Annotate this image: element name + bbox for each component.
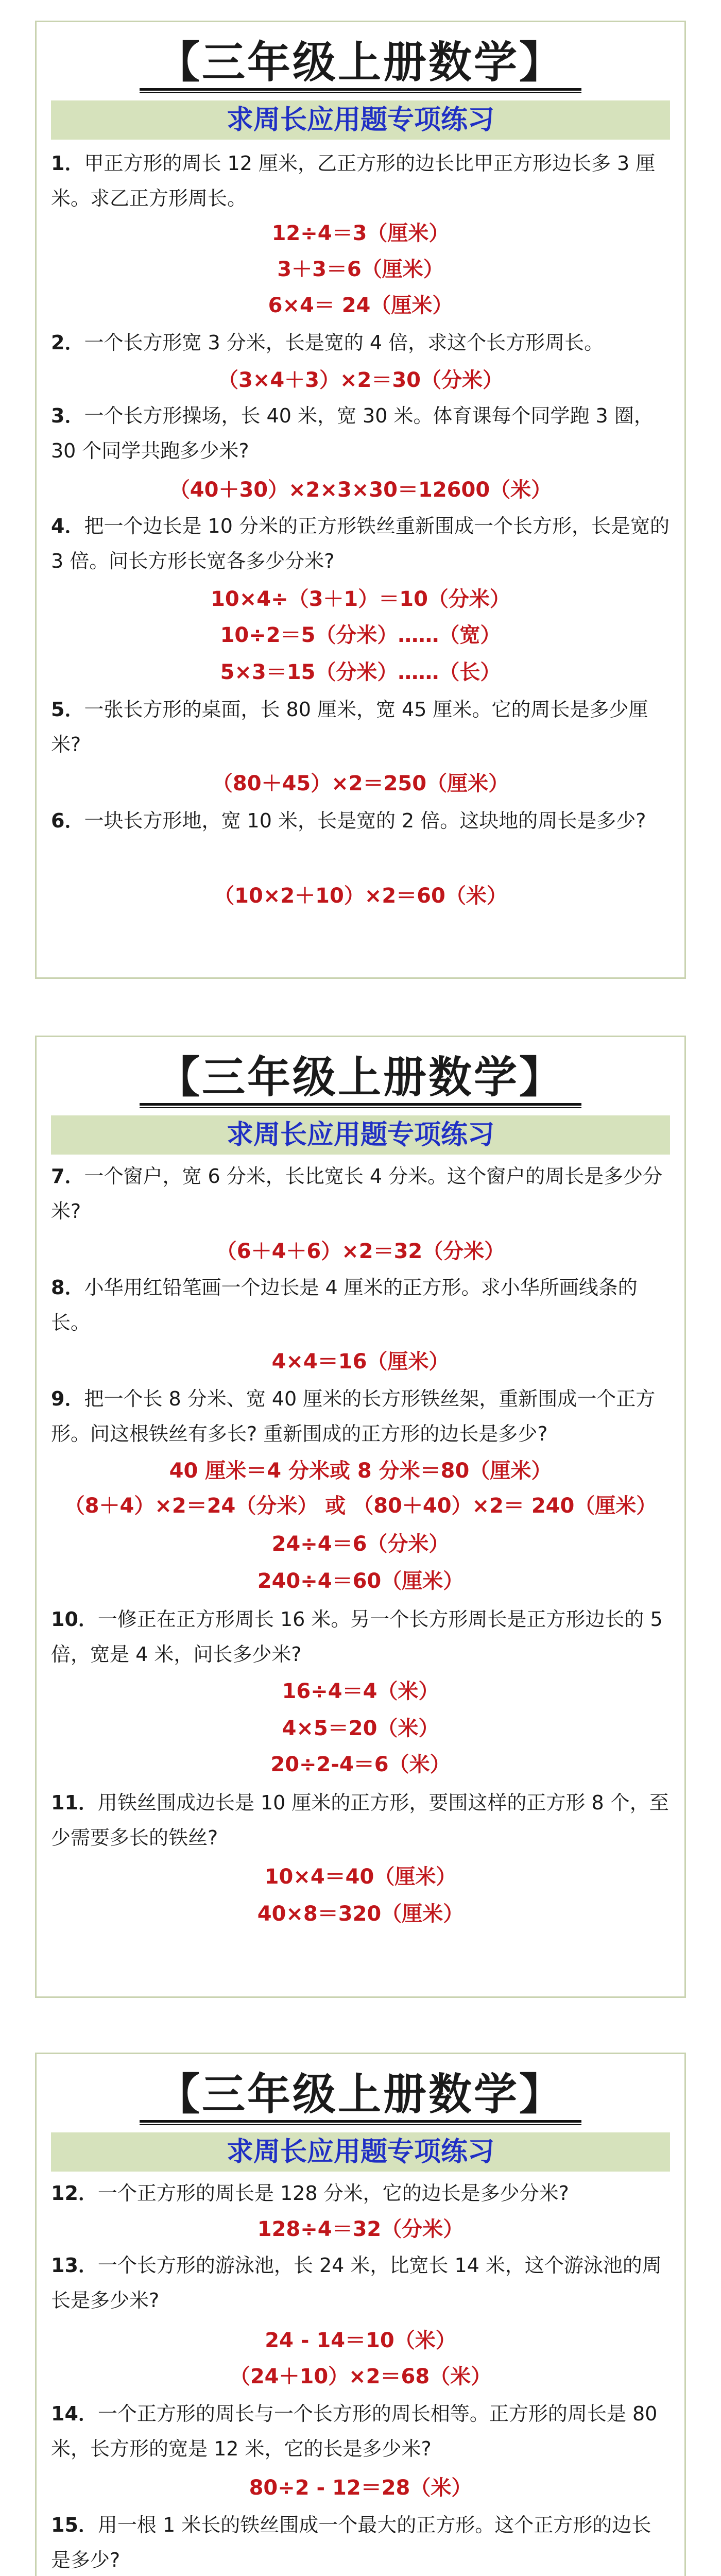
question-number: 15． — [51, 2514, 98, 2536]
question-text: 一个正方形的周长是 128 分米，它的边长是多少分米? — [97, 2182, 569, 2205]
question-number: 9． — [51, 1387, 84, 1410]
answer-line: 128÷4＝32（分米） — [257, 2217, 464, 2241]
title-underline-thin — [140, 2124, 581, 2125]
answer-line: 10÷2＝5（分米）……（宽） — [220, 623, 501, 647]
answer-line: 5×3＝15（分米）……（长） — [220, 660, 501, 684]
question-number: 7． — [51, 1165, 84, 1188]
question-3 — [51, 398, 670, 468]
page-subtitle: 求周长应用题专项练习 — [51, 2132, 670, 2172]
answer-line: （8＋4）×2＝24（分米） 或 （80＋40）×2＝ 240（厘米） — [64, 1494, 657, 1518]
question-text: 一修正在正方形周长 16 米。另一个长方形周长是正方形边长的 5 倍，宽是 4 米，问长多少米? — [51, 1608, 663, 1666]
question-number: 11． — [51, 1791, 98, 1814]
answer-line: 4×5＝20（米） — [282, 1717, 439, 1740]
title-underline-thin — [140, 1107, 581, 1108]
page-subtitle: 求周长应用题专项练习 — [51, 100, 670, 140]
question-text: 用铁丝围成边长是 10 厘米的正方形，要围这样的正方形 8 个，至少需要多长的铁丝? — [51, 1791, 669, 1849]
question-number: 12． — [51, 2182, 98, 2205]
question-8 — [51, 1270, 670, 1340]
answer-line: 240÷4＝60（厘米） — [257, 1569, 464, 1593]
question-number: 1． — [51, 152, 84, 175]
answer-line: 20÷2-4＝6（米） — [270, 1753, 451, 1776]
answer-line: 10×4÷（3＋1）＝10（分米） — [211, 587, 510, 611]
answer-line: 3＋3＝6（厘米） — [277, 258, 444, 281]
question-text: 一块长方形地，宽 10 米，长是宽的 2 倍。这块地的周长是多少? — [84, 809, 646, 832]
question-11 — [51, 1785, 670, 1855]
question-number: 2． — [51, 331, 84, 354]
question-2 — [51, 325, 670, 360]
question-13 — [51, 2248, 670, 2318]
question-number: 5． — [51, 698, 84, 721]
question-text: 小华用红铅笔画一个边长是 4 厘米的正方形。求小华所画线条的长。 — [51, 1276, 638, 1334]
answer-line: 4×4＝16（厘米） — [271, 1350, 450, 1374]
title-underline — [140, 88, 581, 91]
question-number: 14． — [51, 2402, 98, 2425]
page-title: 【三年级上册数学】 — [156, 37, 564, 88]
answer-line: 40×8＝320（厘米） — [257, 1902, 464, 1926]
answer-line: 24÷4＝6（分米） — [271, 1532, 450, 1556]
worksheet-page-2 — [35, 1036, 686, 1998]
answer-line: （3×4＋3）×2＝30（分米） — [217, 368, 504, 392]
question-number: 8． — [51, 1276, 84, 1299]
question-text: 一个窗户，宽 6 分米，长比宽长 4 分米。这个窗户的周长是多少分米? — [51, 1165, 663, 1223]
question-15 — [51, 2507, 670, 2576]
answer-line: （40＋30）×2×3×30＝12600（米） — [169, 478, 552, 502]
question-5 — [51, 692, 670, 762]
title-underline-thin — [140, 92, 581, 93]
title-underline — [140, 2120, 581, 2123]
question-text: 用一根 1 米长的铁丝围成一个最大的正方形。这个正方形的边长是多少? — [51, 2514, 651, 2571]
question-text: 一个长方形宽 3 分米，长是宽的 4 倍，求这个长方形周长。 — [84, 331, 604, 354]
worksheet-page-1 — [35, 21, 686, 979]
answer-line: 24 - 14＝10（米） — [265, 2329, 456, 2352]
question-number: 3． — [51, 404, 84, 427]
title-underline — [140, 1103, 581, 1106]
page-subtitle: 求周长应用题专项练习 — [51, 1115, 670, 1155]
question-number: 4． — [51, 515, 84, 537]
answer-line: （10×2＋10）×2＝60（米） — [214, 884, 507, 908]
question-text: 一个正方形的周长与一个长方形的周长相等。正方形的周长是 80 米，长方形的宽是 12 米，它的长是多少米? — [51, 2402, 658, 2460]
question-14 — [51, 2396, 670, 2466]
question-number: 13． — [51, 2254, 98, 2277]
question-text: 甲正方形的周长 12 厘米，乙正方形的边长比甲正方形边长多 3 厘米。求乙正方形周长。 — [51, 152, 656, 210]
answer-line: 40 厘米＝4 分米或 8 分米＝80（厘米） — [169, 1459, 552, 1483]
question-12 — [51, 2176, 670, 2211]
worksheet-page-3 — [35, 2053, 686, 2576]
question-text: 一张长方形的桌面，长 80 厘米，宽 45 厘米。它的周长是多少厘米? — [51, 698, 648, 756]
answer-line: （80＋45）×2＝250（厘米） — [212, 772, 509, 795]
question-1 — [51, 146, 670, 216]
question-6 — [51, 803, 670, 838]
question-10 — [51, 1602, 670, 1672]
answer-line: （6＋4＋6）×2＝32（分米） — [216, 1240, 505, 1263]
answer-line: 10×4＝40（厘米） — [264, 1865, 457, 1889]
answer-line: 6×4＝ 24（厘米） — [268, 294, 453, 317]
question-9 — [51, 1381, 670, 1451]
answer-line: 80÷2 - 12＝28（米） — [249, 2476, 472, 2500]
question-text: 一个长方形操场，长 40 米，宽 30 米。体育课每个同学跑 3 圈，30 个同学共跑多少米? — [51, 404, 654, 462]
answer-line: 12÷4＝3（厘米） — [271, 222, 450, 245]
answer-line: 16÷4＝4（米） — [282, 1680, 439, 1703]
question-7 — [51, 1159, 670, 1229]
question-number: 10． — [51, 1608, 98, 1631]
question-4 — [51, 509, 670, 579]
page-title: 【三年级上册数学】 — [156, 2069, 564, 2120]
question-text: 把一个长 8 分米、宽 40 厘米的长方形铁丝架，重新围成一个正方形。问这根铁丝有多长? 重新围成的正方形的边长是多少? — [51, 1387, 656, 1445]
question-number: 6． — [51, 809, 84, 832]
question-text: 一个长方形的游泳池，长 24 米，比宽长 14 米，这个游泳池的周长是多少米? — [51, 2254, 662, 2312]
answer-line: （24＋10）×2＝68（米） — [229, 2365, 492, 2388]
page-title: 【三年级上册数学】 — [156, 1052, 564, 1103]
question-text: 把一个边长是 10 分米的正方形铁丝重新围成一个长方形，长是宽的 3 倍。问长方形长宽各多少分米? — [51, 515, 670, 572]
